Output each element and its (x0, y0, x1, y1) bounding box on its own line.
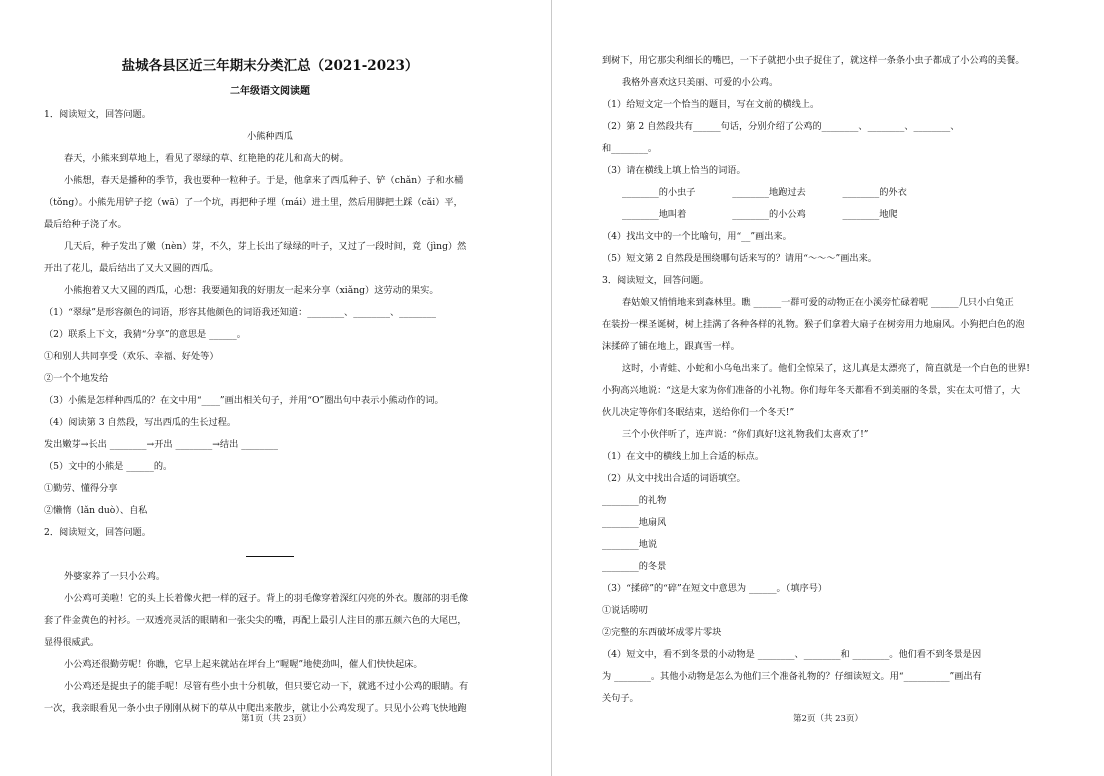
option-line: ②完整的东西破坏成零片零块 (602, 627, 722, 638)
page-footer: 第1页（共 23页） (241, 714, 311, 724)
question-heading: 3．阅读短文，回答问题。 (602, 275, 709, 286)
question-line: （4）阅读第 3 自然段，写出西瓜的生长过程。 (44, 417, 237, 428)
passage-line: 三个小伙伴听了，连声说：“你们真好!这礼物我们太喜欢了!” (622, 429, 869, 440)
question-line: （1）给短文定一个恰当的题目，写在文前的横线上。 (602, 99, 820, 110)
question-heading: 2．阅读短文，回答问题。 (44, 527, 151, 538)
question-line: （3）请在横线上填上恰当的词语。 (602, 165, 746, 176)
passage-line: 伙儿决定等你们冬眠结束，送给你们一个冬天!” (602, 407, 795, 418)
question-line: （1）“翠绿”是形容颜色的词语，形容其他颜色的词语我还知道：________、________、________ (44, 307, 436, 318)
fill-blank-row: ________的冬景 (602, 561, 667, 572)
passage-line: 到树下，用它那尖利细长的嘴巴，一下子就把小虫子捉住了，就这样一条条小虫子都成了小公鸡的美餐。 (602, 55, 1025, 66)
passage-line: 最后给种子浇了水。 (44, 219, 127, 230)
option-line: ②懒惰（lǎn duò）、自私 (44, 505, 148, 516)
option-line: ①和别人共同享受（欢乐、幸福、好处等） (44, 351, 219, 362)
question-line: 和________。 (602, 143, 658, 154)
question-line: （1）在文中的横线上加上合适的标点。 (602, 451, 765, 462)
passage-line: 外婆家养了一只小公鸡。 (64, 571, 166, 582)
passage-line: 小熊想，春天是播种的季节，我也要种一粒种子。于是，他拿来了西瓜种子、铲（chǎn）子和水桶 (64, 175, 464, 186)
passage-line: 在装扮一棵圣诞树，树上挂满了各种各样的礼物。猴子们拿着大扇子在树旁用力地扇风。小狗把白色的泡 (602, 319, 1025, 330)
passage-line: 小公鸡还很勤劳呢！你瞧，它早上起来就站在坪台上“喔喔”地使劲叫，催人们快快起床。 (64, 659, 423, 670)
question-line: （5）短文第 2 自然段是围绕哪句话来写的？请用“～～～”画出来。 (602, 253, 877, 264)
fill-blank-row: ________的礼物 (602, 495, 667, 506)
fill-blank-row: ________地扇风 (602, 517, 667, 528)
passage-line: 开出了花儿，最后结出了又大又圆的西瓜。 (44, 263, 219, 274)
option-line: ①勤劳、懂得分享 (44, 483, 118, 494)
question-line: 发出嫩芽→长出 ________→开出 ________→结出 ________ (44, 439, 278, 450)
document-subtitle: 二年级语文阅读题 (230, 86, 310, 97)
passage-title-blank (44, 544, 496, 566)
question-line: （2）从文中找出合适的词语填空。 (602, 473, 746, 484)
passage-line: 春天，小熊来到草地上，看见了翠绿的草、红艳艳的花儿和高大的树。 (64, 153, 349, 164)
passage-line: 几天后，种子发出了嫩（nèn）芽，不久，芽上长出了绿绿的叶子，又过了一段时间，竟（jìng）然 (64, 241, 467, 252)
passage-line: 我格外喜欢这只美丽、可爱的小公鸡。 (622, 77, 779, 88)
passage-line: 小公鸡可美啦！它的头上长着像火把一样的冠子。背上的羽毛像穿着深红闪亮的外衣。腹部的羽毛像 (64, 593, 469, 604)
page-2-body (602, 50, 1054, 710)
question-heading: 1．阅读短文，回答问题。 (44, 109, 151, 120)
passage-line: 一次，我亲眼看见一条小虫子刚刚从树下的草从中爬出来散步，就让小公鸡发现了。只见小公鸡飞快地跑 (44, 703, 467, 714)
passage-line: 套了件金黄色的衬衫。一双透亮灵活的眼睛和一张尖尖的嘴，再配上最引人注目的那五颜六色的大尾巴， (44, 615, 467, 626)
question-line: 关句子。 (602, 693, 639, 704)
fill-blank-row: ________地说 (602, 539, 658, 550)
question-line: （2）第 2 自然段共有______句话，分别介绍了公鸡的________、________、________、 (602, 121, 960, 132)
page-2 (552, 0, 1104, 776)
passage-line: 春姑娘又悄悄地来到森林里。瞧 ______一群可爱的动物正在小溪旁忙碌着呢 ______几只小白兔正 (622, 297, 1014, 308)
fill-blank-row: ________的小虫子 ________地跑过去 ________的外衣 (622, 187, 907, 198)
question-line: （4）短文中，看不到冬景的小动物是 ________、________和 ________。他们看不到冬景是因 (602, 649, 982, 660)
passage-line: 显得很威武。 (44, 637, 100, 648)
question-line: （3）“揉碎”的“碎”在短文中意思为 ______。（填序号） (602, 583, 828, 594)
title-blank-line (246, 546, 294, 557)
passage-line: （tǒng）。小熊先用铲子挖（wā）了一个坑，再把种子埋（mái）进土里，然后用脚把土踩（cǎi）平， (44, 197, 463, 208)
question-line: （5）文中的小熊是 ______的。 (44, 461, 173, 472)
passage-line: 沫揉碎了铺在地上，跟真雪一样。 (602, 341, 740, 352)
option-line: ①说话唠叨 (602, 605, 648, 616)
passage-line: 小公鸡还是捉虫子的能手呢！尽管有些小虫十分机敏，但只要它动一下，就逃不过小公鸡的眼睛。有 (64, 681, 469, 692)
passage-line: 小狗高兴地说：“这是大家为你们准备的小礼物。你们每年冬天都看不到美丽的冬景，实在太可惜了，大 (602, 385, 1021, 396)
question-line: 为 ________。其他小动物是怎么为他们三个准备礼物的？仔细读短文。用“__________”画出有 (602, 671, 982, 682)
document-title: 盐城各县区近三年期末分类汇总（2021-2023） (121, 58, 419, 74)
question-line: （2）联系上下文，我猜“分享”的意思是 ______。 (44, 329, 246, 340)
question-line: （4）找出文中的一个比喻句，用“__”画出来。 (602, 231, 792, 242)
passage-line: 小熊抱着又大又圆的西瓜，心想：我要通知我的好朋友一起来分享（xiǎng）这劳动的果实。 (64, 285, 439, 296)
passage-title: 小熊种西瓜 (247, 131, 293, 142)
page-footer: 第2页（共 23页） (793, 714, 863, 724)
option-line: ②一个个地发给 (44, 373, 109, 384)
question-line: （3）小熊是怎样种西瓜的？在文中用“____”画出相关句子，并用“O”圈出句中表示小熊动作的词。 (44, 395, 444, 406)
page-1-body (44, 104, 496, 720)
passage-line: 这时，小青蛙、小蛇和小乌龟出来了。他们全惊呆了，这儿真是太漂亮了，简直就是一个白色的世界! (622, 363, 1030, 374)
fill-blank-row: ________地叫着 ________的小公鸡 ________地爬 (622, 209, 898, 220)
